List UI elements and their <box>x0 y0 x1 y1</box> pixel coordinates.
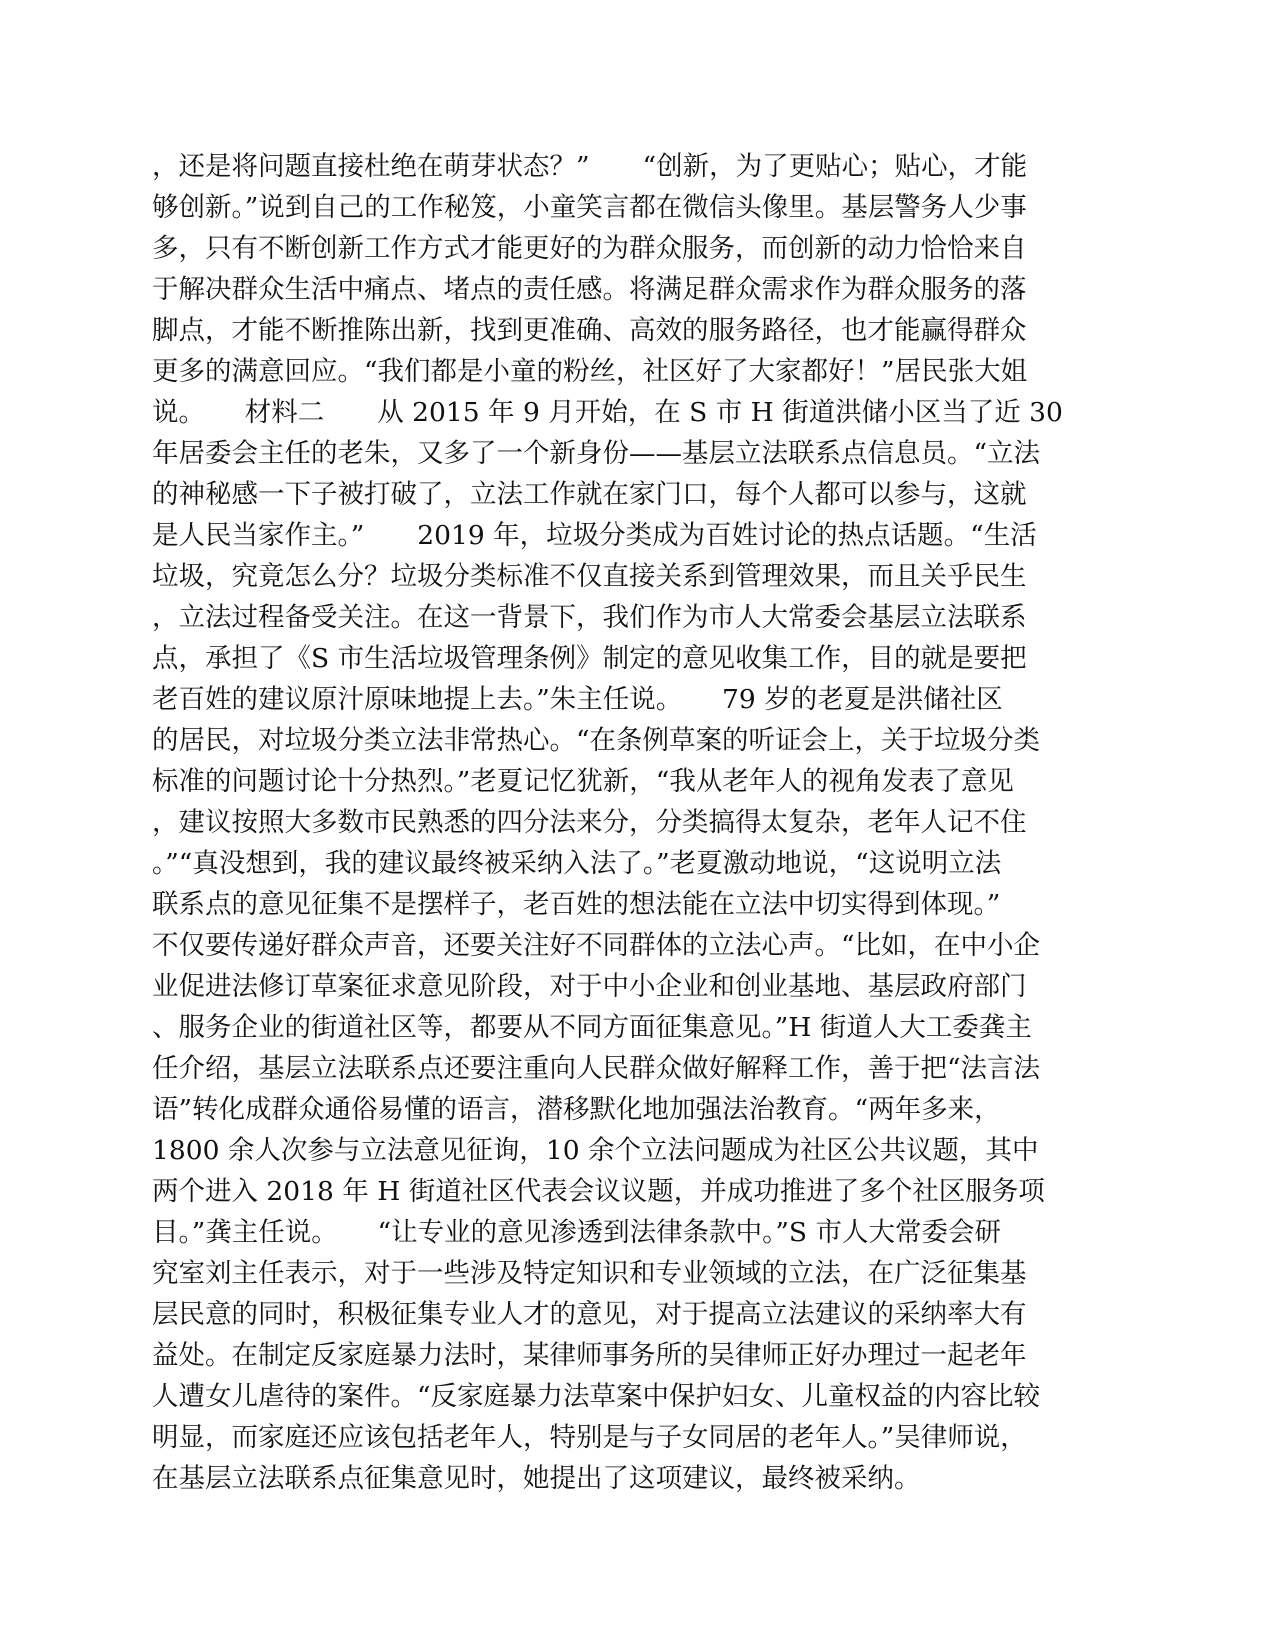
text-line: 更多的满意回应。“我们都是小童的粉丝，社区好了大家都好！”居民张大姐 <box>152 356 1028 387</box>
text-line: 不仅要传递好群众声音，还要关注好不同群体的立法心声。“比如，在中小企 <box>152 930 1041 961</box>
text-line: ，建议按照大多数市民熟悉的四分法来分，分类搞得太复杂，老年人记不住 <box>152 807 1027 838</box>
text-line: 垃圾，究竟怎么分？垃圾分类标准不仅直接关系到管理效果，而且关乎民生 <box>152 561 1027 592</box>
text-line: 于解决群众生活中痛点、堵点的责任感。将满足群众需求作为群众服务的落 <box>152 274 1027 305</box>
text-line: 业促进法修订草案征求意见阶段，对于中小企业和创业基地、基层政府部门 <box>152 971 1027 1002</box>
text-line: 说。 材料二 从 2015 年 9 月开始，在 S 市 H 街道洪储小区当了近 30 <box>152 397 1063 428</box>
text-line: 的神秘感一下子被打破了，立法工作就在家门口，每个人都可以参与，这就 <box>152 479 1027 510</box>
text-line: 。”“真没想到，我的建议最终被采纳入法了。”老夏激动地说，“这说明立法 <box>152 848 1002 879</box>
text-line: 标准的问题讨论十分热烈。”老夏记忆犹新，“我从老年人的视角发表了意见 <box>152 766 1014 797</box>
text-line: 脚点，才能不断推陈出新，找到更准确、高效的服务路径，也才能赢得群众 <box>152 315 1027 346</box>
text-line: 两个进入 2018 年 H 街道社区代表会议议题，并成功推进了多个社区服务项 <box>152 1176 1045 1207</box>
text-line: 年居委会主任的老朱，又多了一个新身份——基层立法联系点信息员。“立法 <box>152 438 1041 469</box>
text-line: 、服务企业的街道社区等，都要从不同方面征集意见。”H 街道人大工委龚主 <box>152 1012 1032 1043</box>
text-line: 联系点的意见征集不是摆样子，老百姓的想法能在立法中切实得到体现。” <box>152 889 1001 920</box>
text-line: 在基层立法联系点征集意见时，她提出了这项建议，最终被采纳。 <box>152 1463 921 1494</box>
text-line: 人遭女儿虐待的案件。“反家庭暴力法草案中保护妇女、儿童权益的内容比较 <box>152 1381 1041 1412</box>
text-line: 益处。在制定反家庭暴力法时，某律师事务所的吴律师正好办理过一起老年 <box>152 1340 1027 1371</box>
text-line: 点，承担了《S 市生活垃圾管理条例》制定的意见收集工作，目的就是要把 <box>152 643 1027 674</box>
text-line: 层民意的同时，积极征集专业人才的意见，对于提高立法建议的采纳率大有 <box>152 1299 1027 1330</box>
text-line: 1800 余人次参与立法意见征询，10 余个立法问题成为社区公共议题，其中 <box>152 1135 1039 1166</box>
body-text <box>152 146 1132 1499</box>
text-line: 明显，而家庭还应该包括老年人，特别是与子女同居的老年人。”吴律师说， <box>152 1422 1027 1453</box>
text-line: 多，只有不断创新工作方式才能更好的为群众服务，而创新的动力恰恰来自 <box>152 233 1027 264</box>
text-line: ，还是将问题直接杜绝在萌芽状态？” “创新，为了更贴心；贴心，才能 <box>152 151 1028 182</box>
text-line: 任介绍，基层立法联系点还要注重向人民群众做好解释工作，善于把“法言法 <box>152 1053 1041 1084</box>
text-line: ，立法过程备受关注。在这一背景下，我们作为市人大常委会基层立法联系 <box>152 602 1027 633</box>
text-line: 语”转化成群众通俗易懂的语言，潜移默化地加强法治教育。“两年多来， <box>152 1094 1001 1125</box>
text-line: 是人民当家作主。” 2019 年，垃圾分类成为百姓讨论的热点话题。“生活 <box>152 520 1037 551</box>
text-line: 的居民，对垃圾分类立法非常热心。“在条例草案的听证会上，关于垃圾分类 <box>152 725 1041 756</box>
text-line: 究室刘主任表示，对于一些涉及特定知识和专业领域的立法，在广泛征集基 <box>152 1258 1027 1289</box>
text-line: 目。”龚主任说。 “让专业的意见渗透到法律条款中。”S 市人大常委会研 <box>152 1217 1001 1248</box>
text-line: 够创新。”说到自己的工作秘笈，小童笑言都在微信头像里。基层警务人少事 <box>152 192 1027 223</box>
text-line: 老百姓的建议原汁原味地提上去。”朱主任说。 79 岁的老夏是洪储社区 <box>152 684 1003 715</box>
